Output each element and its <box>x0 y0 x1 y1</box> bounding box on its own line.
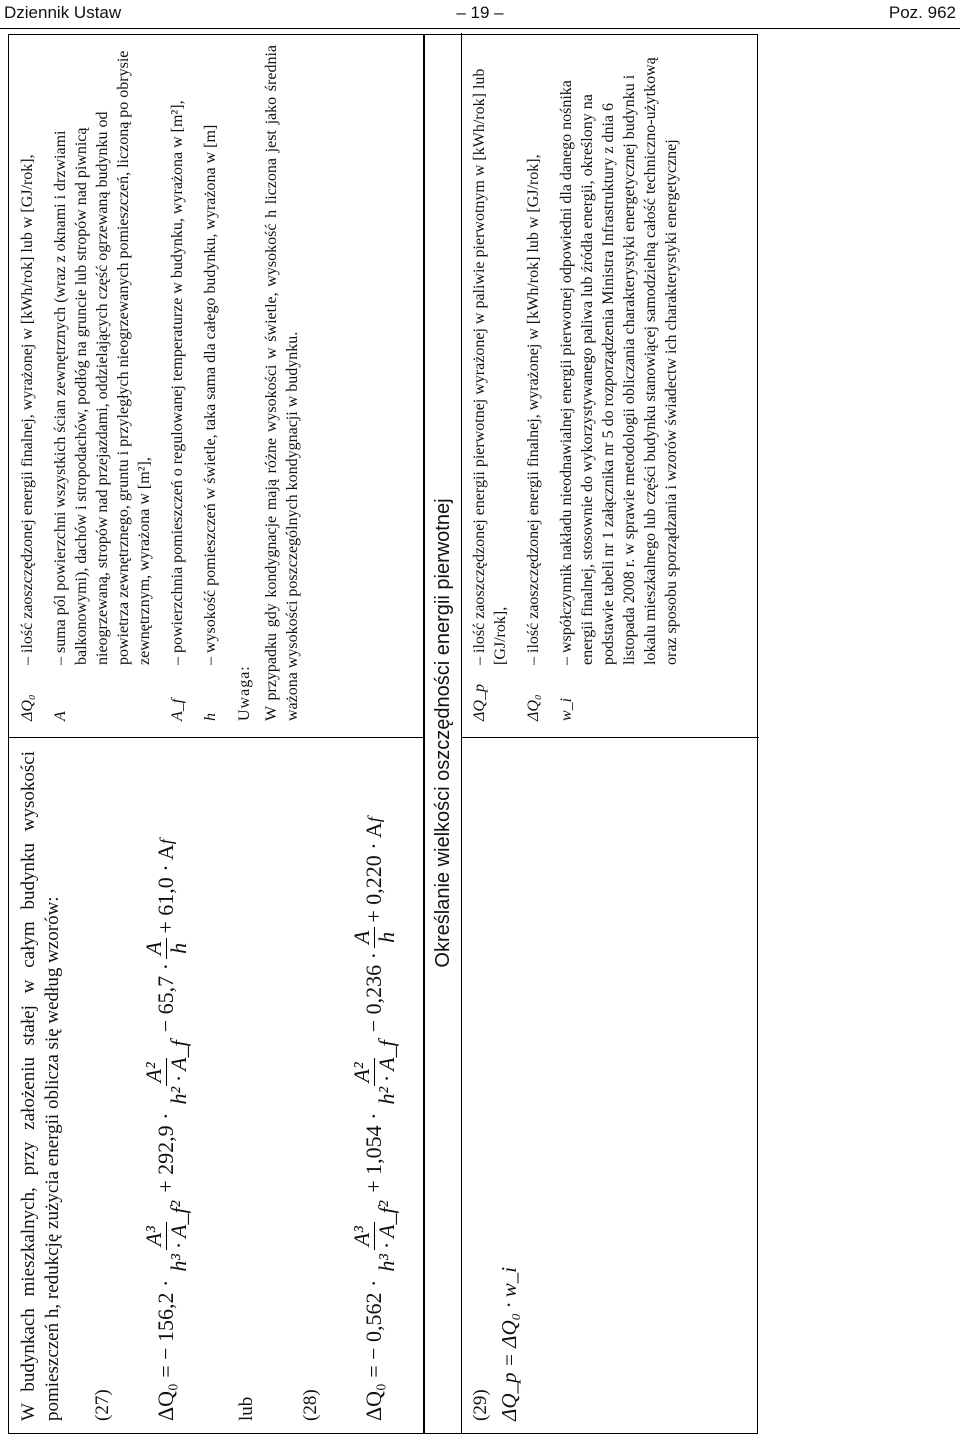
definition-item <box>167 45 188 721</box>
energy-reduction-table <box>8 34 424 1434</box>
definition-symbol: A_f <box>169 698 186 721</box>
eq27-term-2: + 292,9 · <box>153 1112 178 1193</box>
eq27-lhs: ΔQ₀ = − 156,2 · <box>153 1279 178 1421</box>
equation-29-number: (29) <box>470 1389 491 1421</box>
definition-symbol: h <box>202 713 219 721</box>
equation-27 <box>129 751 203 1421</box>
eq28-term-4: + 0,220 · A <box>361 822 386 923</box>
eq28-fraction-1: A³ h³ · A_f² <box>348 1200 399 1272</box>
eq28-lhs: ΔQ₀ = − 0,562 · <box>361 1279 386 1421</box>
eq28-term-4-subscript: f <box>364 817 384 823</box>
eq27-fraction-1: A³ h³ · A_f² <box>140 1200 191 1272</box>
definition-text: – powierzchnia pomieszczeń o regulowanej temperaturze w budynku, wyrażona w [m²], <box>169 100 186 665</box>
formulas-column <box>17 751 443 1421</box>
eq28-fraction-3: A h <box>350 927 399 948</box>
page-header <box>0 0 960 29</box>
equation-28-number: (28) <box>300 1389 321 1421</box>
definition-text: – współczynnik nakładu nieodnawialnej energii pierwotnej odpowiedni dla danego nośnika energii finalnej, stosownie do wykorzystywanego paliwa lub źródła energii, określony na podstawie tabeli nr 1 załącznika nr 5 do rozporządzenia Ministra Infrastruktury z dnia 6 listopada 2008 r. w sprawie metodologii obliczania charakterystyki energetycznej budynku i lokalu mieszkalnego lub części budynku stanowiącej samodzielną całość techniczno-użytkową oraz sposobu sporządzania i wzorów świadectw ich charakterystyki energetycznej <box>558 57 680 665</box>
eq27-term-3: − 65,7 · <box>153 963 178 1033</box>
definition-symbol: A <box>52 711 69 721</box>
definition-item <box>469 45 511 721</box>
note-text: W przypadku gdy kondygnacje mają różne wysokości w świetle, wysokość h liczona jest jako średnia ważona wysokości poszczególnych kondygnacji w budynku. <box>263 45 301 721</box>
definition-item <box>50 45 155 721</box>
equation-29: ΔQ_p = ΔQ₀ · w_i <box>497 1266 521 1421</box>
definition-item <box>523 45 544 721</box>
definition-symbol: ΔQ₀ <box>525 694 542 721</box>
definition-item <box>17 45 38 721</box>
definition-text: – wysokość pomieszczeń w świetle, taka sama dla całego budynku, wyrażona w [m] <box>202 124 219 665</box>
definition-symbol: w_i <box>558 697 575 721</box>
primary-energy-table <box>424 34 758 1434</box>
eq27-term-4-subscript: f <box>156 839 176 845</box>
definition-text: – suma pól powierzchni wszystkich ścian zewnętrznych (wraz z oknami i drzwiami balkonowymi), dachów i stropodachów, podłóg na gruncie lub stropów nad piwnicą nieogrzewaną, stropów nad przejazdami, oddzielających część ogrzewaną budynku od powietrza zewnętrznego, gruntu i przyległych nieogrzewanych pomieszczeń, liczoną po obrysie zewnętrznym, wyrażona w [m²], <box>52 50 153 665</box>
note-title: Uwaga: <box>236 665 253 721</box>
rotated-document-body <box>8 34 758 1434</box>
definition-symbol: ΔQ_p <box>471 684 488 721</box>
or-label: lub <box>236 1396 257 1421</box>
eq27-term-4: + 61,0 · A <box>153 844 178 934</box>
column-divider <box>9 737 425 738</box>
column-divider <box>461 737 759 738</box>
eq28-fraction-2: A² h² · A_f <box>348 1040 399 1105</box>
position-number: Poz. 962 <box>888 3 956 22</box>
definition-item <box>200 45 221 721</box>
section-heading: Określanie wielkości oszczędności energii pierwotnej <box>425 33 462 1433</box>
intro-paragraph: W budynkach mieszkalnych, przy założeniu stałej w całym budynku wysokości pomieszczeń h, redukcję zużycia energii oblicza się według wzorów: <box>18 751 63 1421</box>
definitions-column <box>469 45 694 721</box>
definition-symbol: ΔQ₀ <box>19 694 36 721</box>
definition-item <box>556 45 682 721</box>
definitions-column <box>17 45 303 721</box>
definition-text: – ilość zaoszczędzonej energii finalnej, wyrażonej w [kWh/rok] lub w [GJ/rok], <box>19 154 36 665</box>
eq27-fraction-3: A h <box>142 938 191 959</box>
equation-27-number: (27) <box>92 1389 113 1421</box>
eq28-term-3: − 0,236 · <box>361 952 386 1033</box>
eq27-fraction-2: A² h² · A_f <box>140 1040 191 1105</box>
definition-text: – ilość zaoszczędzonej energii finalnej, wyrażonej w [kWh/rok] lub w [GJ/rok], <box>525 154 542 665</box>
equation-28 <box>337 751 411 1421</box>
formula-29-column <box>469 751 521 1421</box>
page-number: – 19 – <box>456 3 504 22</box>
eq28-term-2: + 1,054 · <box>361 1112 386 1193</box>
journal-title: Dziennik Ustaw <box>4 3 122 22</box>
definition-text: – ilość zaoszczędzonej energii pierwotnej wyrażonej w paliwie pierwotnym w [kWh/rok] lub [GJ/rok], <box>471 68 509 665</box>
